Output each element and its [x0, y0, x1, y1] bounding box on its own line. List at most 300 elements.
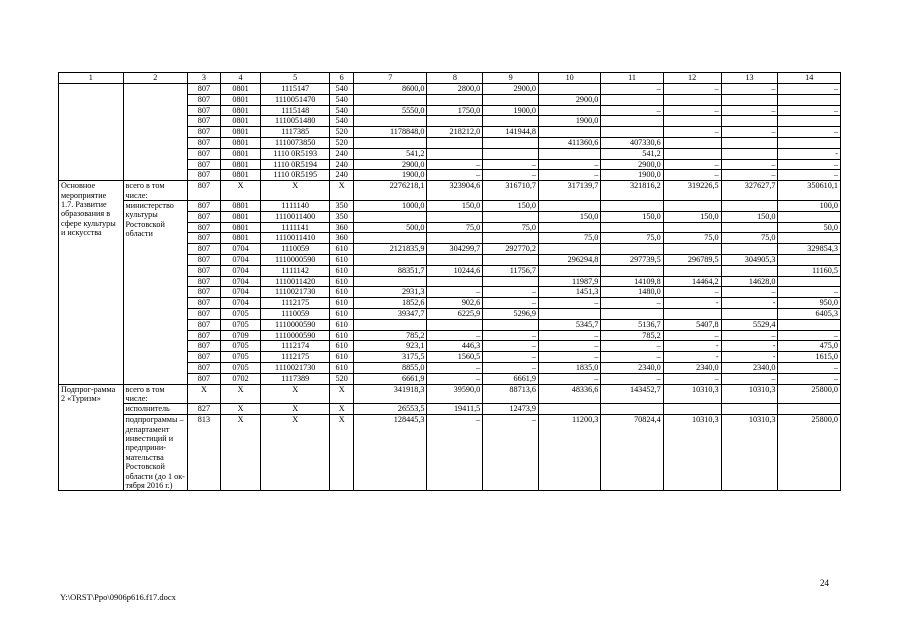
value-cell — [483, 148, 539, 159]
value-cell: 950,0 — [778, 298, 841, 309]
table-row — [59, 84, 841, 95]
value-cell: 1900,0 — [539, 116, 601, 127]
total-cell: 317139,7 — [539, 181, 601, 201]
value-cell: 0801 — [220, 170, 260, 181]
value-cell: 785,2 — [354, 330, 427, 341]
value-cell: 1000,0 — [354, 200, 427, 211]
value-cell: 10310,3 — [663, 415, 721, 491]
value-cell: 75,0 — [483, 222, 539, 233]
value-cell: 0801 — [220, 137, 260, 148]
value-cell: – — [778, 127, 841, 138]
value-cell: 2900,0 — [483, 84, 539, 95]
value-cell: 2931,3 — [354, 287, 427, 298]
value-cell: 5529,4 — [721, 319, 778, 330]
value-cell: 240 — [330, 170, 354, 181]
value-cell: 0705 — [220, 352, 260, 363]
value-cell — [721, 404, 778, 415]
value-cell: – — [539, 159, 601, 170]
value-cell: – — [663, 373, 721, 384]
total-cell: 341918,3 — [354, 384, 427, 404]
value-cell — [663, 244, 721, 255]
value-cell — [778, 116, 841, 127]
value-cell — [601, 404, 663, 415]
value-cell: Х — [330, 404, 354, 415]
value-cell: 0704 — [220, 244, 260, 255]
value-cell — [721, 94, 778, 105]
value-cell: – — [663, 159, 721, 170]
value-cell: 807 — [188, 116, 221, 127]
value-cell: 1115147 — [261, 84, 330, 95]
value-cell: 0705 — [220, 341, 260, 352]
total-cell: 10310,3 — [663, 384, 721, 404]
value-cell: – — [721, 159, 778, 170]
value-cell — [663, 116, 721, 127]
value-cell: – — [663, 330, 721, 341]
value-cell: – — [601, 352, 663, 363]
value-cell: 807 — [188, 352, 221, 363]
total-cell: 327627,7 — [721, 181, 778, 201]
total-cell: Х — [261, 384, 330, 404]
value-cell: 807 — [188, 137, 221, 148]
value-cell: – — [427, 373, 483, 384]
total-cell: 48336,6 — [539, 384, 601, 404]
value-cell: 541,2 — [601, 148, 663, 159]
value-cell: 3175,5 — [354, 352, 427, 363]
value-cell: - — [721, 341, 778, 352]
value-cell: – — [483, 341, 539, 352]
value-cell: 1835,0 — [539, 362, 601, 373]
value-cell — [539, 148, 601, 159]
value-cell: 70824,4 — [601, 415, 663, 491]
value-cell: 26553,5 — [354, 404, 427, 415]
value-cell: – — [778, 170, 841, 181]
value-cell — [778, 211, 841, 222]
value-cell: 297739,5 — [601, 254, 663, 265]
executor-label: исполнитель — [123, 404, 188, 415]
value-cell — [721, 244, 778, 255]
value-cell: 1615,0 — [778, 352, 841, 363]
value-cell: 88351,7 — [354, 265, 427, 276]
value-cell: – — [427, 362, 483, 373]
program-name — [59, 84, 124, 181]
value-cell — [539, 308, 601, 319]
value-cell: 0704 — [220, 276, 260, 287]
value-cell: – — [483, 170, 539, 181]
value-cell: 1110 0R5194 — [261, 159, 330, 170]
value-cell — [427, 116, 483, 127]
value-cell: 540 — [330, 94, 354, 105]
value-cell: 50,0 — [778, 222, 841, 233]
value-cell: 807 — [188, 330, 221, 341]
value-cell: 1110059 — [261, 308, 330, 319]
value-cell: 304905,3 — [721, 254, 778, 265]
value-cell — [663, 200, 721, 211]
value-cell — [539, 222, 601, 233]
value-cell — [778, 276, 841, 287]
total-cell: 319226,5 — [663, 181, 721, 201]
value-cell: – — [778, 105, 841, 116]
value-cell: 1117389 — [261, 373, 330, 384]
budget-table — [58, 72, 841, 491]
value-cell — [354, 233, 427, 244]
value-cell: 1900,0 — [483, 105, 539, 116]
value-cell: 411360,6 — [539, 137, 601, 148]
total-cell: Х — [330, 181, 354, 201]
value-cell: 0704 — [220, 254, 260, 265]
value-cell: 14109,8 — [601, 276, 663, 287]
value-cell: – — [663, 170, 721, 181]
value-cell — [601, 116, 663, 127]
value-cell: 0705 — [220, 308, 260, 319]
value-cell — [427, 319, 483, 330]
value-cell: 0801 — [220, 105, 260, 116]
value-cell — [721, 308, 778, 319]
value-cell: 813 — [188, 415, 221, 491]
value-cell: 10310,3 — [721, 415, 778, 491]
value-cell — [483, 211, 539, 222]
value-cell: 807 — [188, 159, 221, 170]
value-cell: 520 — [330, 127, 354, 138]
value-cell: Х — [330, 415, 354, 491]
value-cell — [721, 265, 778, 276]
value-cell: 1110 0R5193 — [261, 148, 330, 159]
value-cell: 2340,0 — [663, 362, 721, 373]
value-cell: 0705 — [220, 362, 260, 373]
total-cell: Х — [220, 384, 260, 404]
value-cell — [483, 254, 539, 265]
value-cell: 2121835,9 — [354, 244, 427, 255]
value-cell: Х — [220, 404, 260, 415]
value-cell — [539, 200, 601, 211]
value-cell: 1112174 — [261, 341, 330, 352]
value-cell: 11160,5 — [778, 265, 841, 276]
value-cell: - — [721, 352, 778, 363]
value-cell — [601, 265, 663, 276]
value-cell: 1110059 — [261, 244, 330, 255]
column-header: 5 — [261, 73, 330, 84]
total-cell: 88713,6 — [483, 384, 539, 404]
value-cell: 0801 — [220, 116, 260, 127]
column-header: 13 — [721, 73, 778, 84]
value-cell: – — [427, 415, 483, 491]
value-cell: 0702 — [220, 373, 260, 384]
value-cell: – — [663, 287, 721, 298]
value-cell: 360 — [330, 233, 354, 244]
column-header: 2 — [123, 73, 188, 84]
value-cell: 827 — [188, 404, 221, 415]
value-cell: Х — [261, 404, 330, 415]
total-row — [59, 181, 841, 201]
value-cell: 128445,3 — [354, 415, 427, 491]
value-cell — [663, 222, 721, 233]
value-cell: 0801 — [220, 233, 260, 244]
value-cell: 807 — [188, 265, 221, 276]
total-cell: 350610,1 — [778, 181, 841, 201]
value-cell: – — [778, 362, 841, 373]
value-cell: 360 — [330, 222, 354, 233]
value-cell: 150,0 — [601, 211, 663, 222]
value-cell — [354, 254, 427, 265]
value-cell: – — [721, 84, 778, 95]
value-cell — [539, 265, 601, 276]
value-cell: 500,0 — [354, 222, 427, 233]
value-cell — [427, 254, 483, 265]
value-cell — [721, 116, 778, 127]
value-cell: 923,1 — [354, 341, 427, 352]
value-cell: – — [539, 352, 601, 363]
value-cell: – — [427, 170, 483, 181]
value-cell: - — [663, 352, 721, 363]
value-cell: 446,3 — [427, 341, 483, 352]
value-cell — [427, 137, 483, 148]
value-cell: 304299,7 — [427, 244, 483, 255]
value-cell: – — [539, 298, 601, 309]
column-header: 14 — [778, 73, 841, 84]
value-cell: 0704 — [220, 265, 260, 276]
value-cell: 8600,0 — [354, 84, 427, 95]
value-cell: 902,6 — [427, 298, 483, 309]
value-cell — [354, 94, 427, 105]
table-row — [59, 200, 841, 211]
program-name: Подпрог-рамма 2 «Туризм» — [59, 384, 124, 491]
value-cell: 6661,9 — [483, 373, 539, 384]
value-cell — [778, 404, 841, 415]
value-cell: 610 — [330, 330, 354, 341]
value-cell: 10244,6 — [427, 265, 483, 276]
value-cell: – — [721, 330, 778, 341]
value-cell: 292770,2 — [483, 244, 539, 255]
value-cell — [663, 308, 721, 319]
scope-label: всего в том числе: — [123, 181, 188, 201]
value-cell: 2340,0 — [601, 362, 663, 373]
value-cell: – — [601, 105, 663, 116]
value-cell: – — [721, 287, 778, 298]
value-cell: – — [601, 298, 663, 309]
value-cell — [427, 233, 483, 244]
value-cell — [663, 137, 721, 148]
total-cell: 321816,2 — [601, 181, 663, 201]
value-cell: 6661,9 — [354, 373, 427, 384]
column-header: 7 — [354, 73, 427, 84]
value-cell — [539, 84, 601, 95]
value-cell — [427, 94, 483, 105]
value-cell: 520 — [330, 137, 354, 148]
value-cell: 807 — [188, 84, 221, 95]
value-cell: 807 — [188, 222, 221, 233]
value-cell: 2900,0 — [539, 94, 601, 105]
value-cell — [539, 244, 601, 255]
value-cell: 807 — [188, 276, 221, 287]
value-cell: 11200,3 — [539, 415, 601, 491]
value-cell: 610 — [330, 276, 354, 287]
column-header: 8 — [427, 73, 483, 84]
value-cell: 0705 — [220, 319, 260, 330]
value-cell: 0801 — [220, 211, 260, 222]
value-cell: 475,0 — [778, 341, 841, 352]
value-cell: 14628,0 — [721, 276, 778, 287]
column-header: 1 — [59, 73, 124, 84]
value-cell: 0801 — [220, 159, 260, 170]
total-cell: Х — [188, 384, 221, 404]
value-cell: – — [778, 287, 841, 298]
value-cell: 807 — [188, 373, 221, 384]
value-cell: 19411,5 — [427, 404, 483, 415]
document-path: Y:\ORST\Ppo\0906p616.f17.docx — [60, 592, 176, 602]
executor-label: подпрограммы – департамент инвестиций и предприни-мательства Ростовской области (до 1 ок-тября 2016 г.) — [123, 415, 188, 491]
value-cell: 11987,9 — [539, 276, 601, 287]
value-cell: 329854,3 — [778, 244, 841, 255]
total-cell: Х — [220, 181, 260, 201]
value-cell: - — [663, 298, 721, 309]
value-cell: 785,2 — [601, 330, 663, 341]
value-cell: – — [483, 330, 539, 341]
value-cell: 807 — [188, 308, 221, 319]
value-cell: 1852,6 — [354, 298, 427, 309]
value-cell — [663, 148, 721, 159]
value-cell: 807 — [188, 170, 221, 181]
value-cell — [483, 319, 539, 330]
column-header: 3 — [188, 73, 221, 84]
value-cell — [721, 137, 778, 148]
page-number: 24 — [820, 578, 829, 588]
value-cell: – — [483, 159, 539, 170]
value-cell: Х — [261, 415, 330, 491]
value-cell: 610 — [330, 362, 354, 373]
value-cell: 150,0 — [483, 200, 539, 211]
value-cell: 807 — [188, 200, 221, 211]
value-cell: – — [483, 298, 539, 309]
value-cell: 2900,0 — [354, 159, 427, 170]
value-cell: 610 — [330, 298, 354, 309]
value-cell — [778, 319, 841, 330]
value-cell — [601, 244, 663, 255]
value-cell — [778, 254, 841, 265]
value-cell: 1110000590 — [261, 254, 330, 265]
value-cell: 150,0 — [721, 211, 778, 222]
total-cell: Х — [261, 181, 330, 201]
value-cell: 350 — [330, 211, 354, 222]
value-cell: Х — [220, 415, 260, 491]
value-cell: 807 — [188, 254, 221, 265]
value-cell: – — [778, 373, 841, 384]
value-cell: 1110 0R5195 — [261, 170, 330, 181]
value-cell — [539, 105, 601, 116]
value-cell: – — [483, 362, 539, 373]
value-cell: – — [539, 341, 601, 352]
value-cell — [721, 148, 778, 159]
value-cell: 807 — [188, 105, 221, 116]
scope-label: всего в том числе: — [123, 384, 188, 404]
value-cell — [721, 222, 778, 233]
value-cell — [427, 211, 483, 222]
value-cell: 610 — [330, 244, 354, 255]
value-cell: 0801 — [220, 200, 260, 211]
value-cell: 150,0 — [539, 211, 601, 222]
value-cell — [663, 404, 721, 415]
value-cell: 610 — [330, 287, 354, 298]
value-cell: 25800,0 — [778, 415, 841, 491]
value-cell: 5407,8 — [663, 319, 721, 330]
value-cell: 807 — [188, 211, 221, 222]
value-cell — [354, 137, 427, 148]
value-cell: – — [539, 373, 601, 384]
value-cell — [601, 94, 663, 105]
value-cell: 75,0 — [427, 222, 483, 233]
value-cell: 0709 — [220, 330, 260, 341]
value-cell: – — [601, 341, 663, 352]
table-row — [59, 404, 841, 415]
value-cell: - — [663, 341, 721, 352]
value-cell: 807 — [188, 362, 221, 373]
value-cell: – — [778, 84, 841, 95]
value-cell: 610 — [330, 319, 354, 330]
total-cell: 316710,7 — [483, 181, 539, 201]
value-cell: – — [539, 170, 601, 181]
value-cell: 141944,8 — [483, 127, 539, 138]
value-cell: - — [721, 298, 778, 309]
value-cell: 1112175 — [261, 352, 330, 363]
value-cell: 540 — [330, 84, 354, 95]
value-cell: 520 — [330, 373, 354, 384]
value-cell: 1900,0 — [354, 170, 427, 181]
total-cell: 39590,0 — [427, 384, 483, 404]
total-cell: 323904,6 — [427, 181, 483, 201]
value-cell: 1110021730 — [261, 287, 330, 298]
value-cell: 1110011420 — [261, 276, 330, 287]
value-cell: – — [483, 287, 539, 298]
value-cell: 541,2 — [354, 148, 427, 159]
value-cell: 0704 — [220, 298, 260, 309]
value-cell: 610 — [330, 341, 354, 352]
value-cell: 1178848,0 — [354, 127, 427, 138]
value-cell — [663, 265, 721, 276]
value-cell: 12473,9 — [483, 404, 539, 415]
executor-label: министерство культуры Ростовской области — [123, 200, 188, 384]
value-cell: – — [663, 84, 721, 95]
value-cell: 610 — [330, 265, 354, 276]
value-cell: 75,0 — [539, 233, 601, 244]
column-header: 9 — [483, 73, 539, 84]
value-cell: 1111142 — [261, 265, 330, 276]
column-header: 11 — [601, 73, 663, 84]
value-cell: 1451,3 — [539, 287, 601, 298]
value-cell — [483, 233, 539, 244]
value-cell: 150,0 — [427, 200, 483, 211]
value-cell: 807 — [188, 127, 221, 138]
value-cell: – — [721, 373, 778, 384]
column-header: 10 — [539, 73, 601, 84]
value-cell: 6225,9 — [427, 308, 483, 319]
value-cell — [601, 222, 663, 233]
value-cell — [601, 308, 663, 319]
value-cell: 807 — [188, 319, 221, 330]
total-cell: 10310,3 — [721, 384, 778, 404]
total-row — [59, 384, 841, 404]
value-cell: 150,0 — [663, 211, 721, 222]
value-cell — [483, 116, 539, 127]
budget-table-sheet — [58, 72, 841, 491]
value-cell — [483, 276, 539, 287]
value-cell: – — [539, 330, 601, 341]
value-cell: 1480,0 — [601, 287, 663, 298]
value-cell: – — [601, 84, 663, 95]
value-cell: 5345,7 — [539, 319, 601, 330]
value-cell: 1750,0 — [427, 105, 483, 116]
table-row — [59, 415, 841, 491]
value-cell: 0704 — [220, 287, 260, 298]
value-cell: 75,0 — [721, 233, 778, 244]
value-cell — [601, 200, 663, 211]
